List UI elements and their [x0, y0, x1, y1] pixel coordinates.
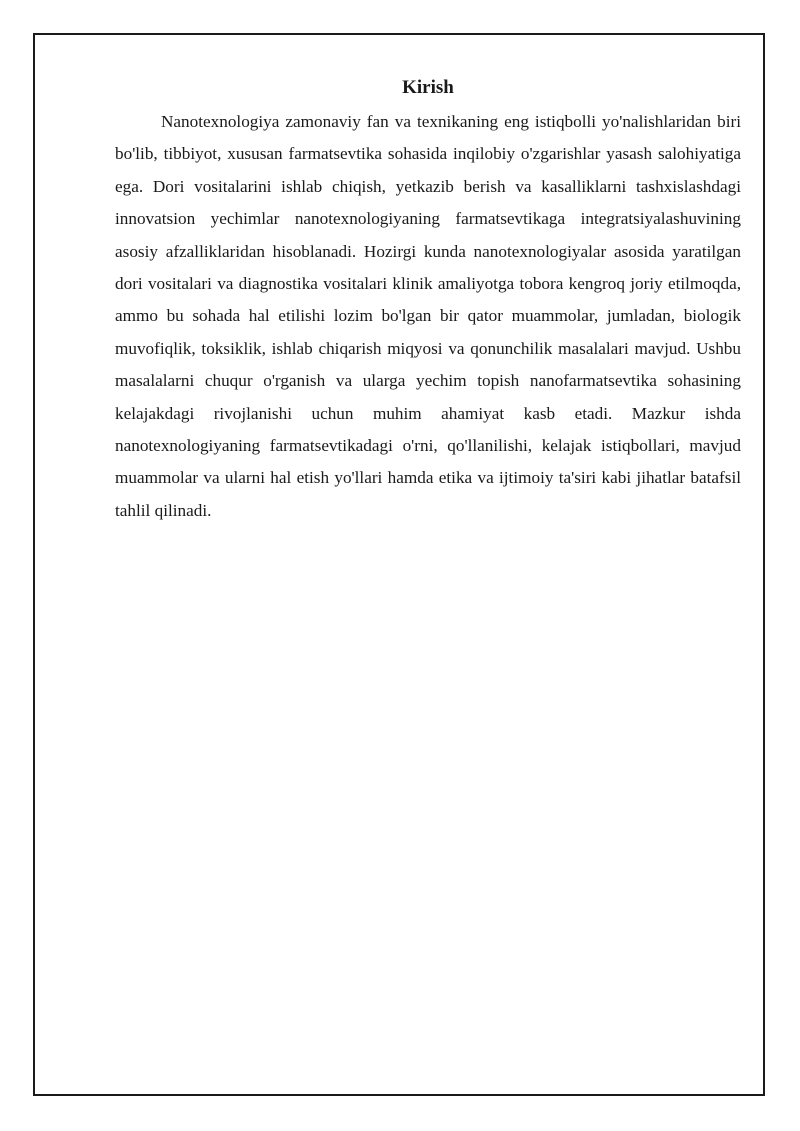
intro-paragraph: Nanotexnologiya zamonaviy fan va texnikaning eng istiqbolli yo'nalishlaridan biri bo'lib, tibbiyot, xususan farmatsevtika sohasida inqilobiy o'zgarishlar yasash salohiyatiga ega. Dori vositalarini ishlab chiqish, yetkazib berish va kasalliklarni tashxislashdagi innovatsion yechimlar nanotexnologiyaning farmatsevtikaga integratsiyalashuvining asosiy afzalliklaridan hisoblanadi. Hozirgi kunda nanotexnologiyalar asosida yaratilgan dori vositalari va diagnostika vositalari klinik amaliyotga tobora kengroq joriy etilmoqda, ammo bu sohada hal etilishi lozim bo'lgan bir qator muammolar, jumladan, biologik muvofiqlik, toksiklik, ishlab chiqarish miqyosi va qonunchilik masalalari mavjud. Ushbu masalalarni chuqur o'rganish va ularga yechim topish nanofarmatsevtika sohasining kelajakdagi rivojlanishi uchun muhim ahamiyat kasb etadi. Mazkur ishda nanotexnologiyaning farmatsevtikadagi o'rni, qo'llanilishi, kelajak istiqbollari, mavjud muammolar va ularni hal etish yo'llari hamda etika va ijtimoiy ta'siri kabi jihatlar batafsil tahlil qilinadi.: [115, 112, 741, 520]
document-content: [115, 74, 741, 527]
section-heading: Kirish: [402, 77, 454, 98]
